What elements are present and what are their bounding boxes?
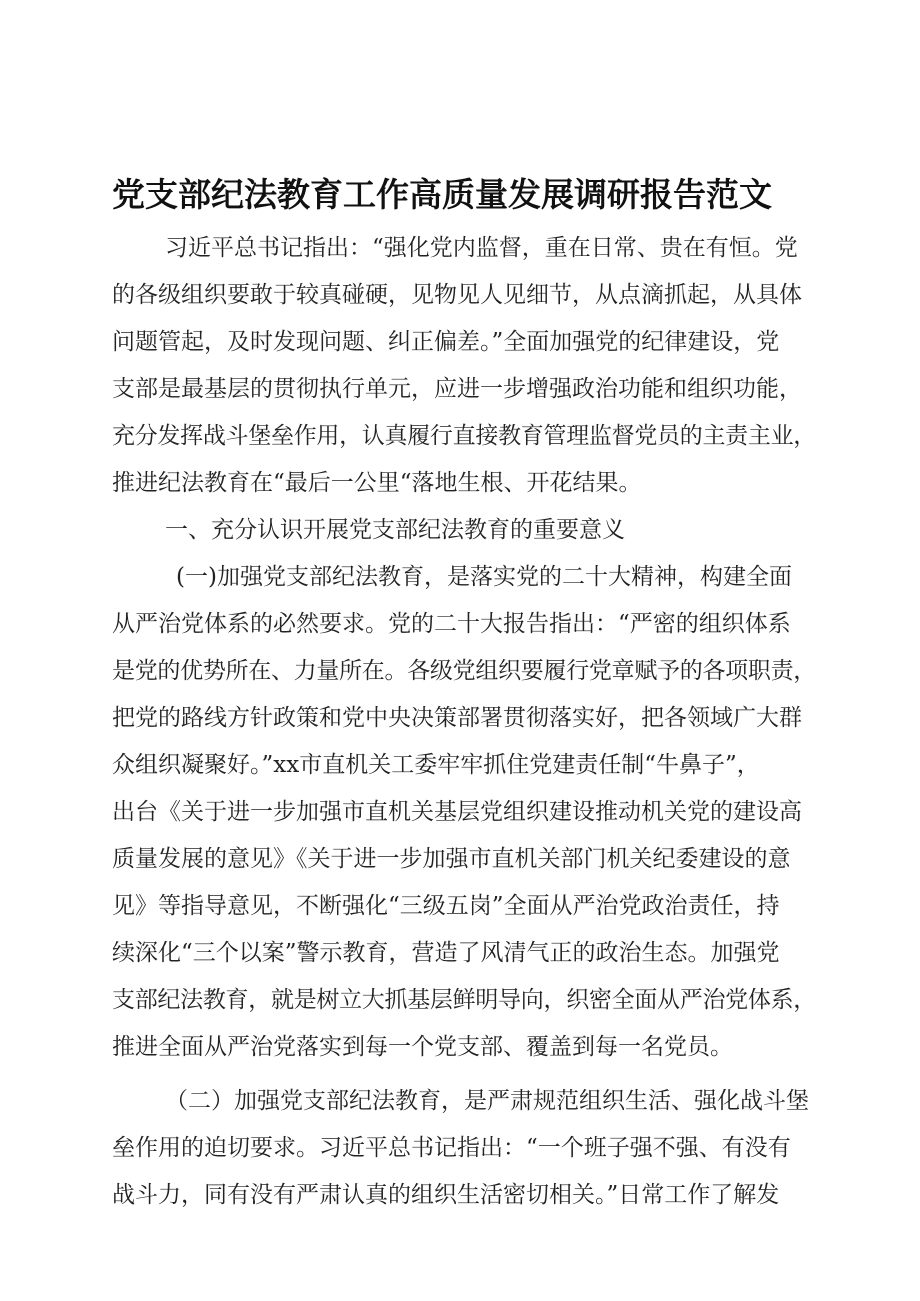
text-line: 推进全面从严治党落实到每一个党支部、覆盖到每一名党员。 [112,1034,733,1060]
text-line: 是党的优势所在、力量所在。各级党组织要履行党章赋予的各项职责， [112,658,817,684]
text-line: 支部纪法教育，就是树立大抓基层鲜明导向，织密全面从严治党体系， [112,987,817,1013]
text-line: 质量发展的意见》《关于进一步加强市直机关部门机关纪委建设的意 [112,846,791,872]
section-heading: 一、充分认识开展党支部纪法教育的重要意义 [165,517,625,543]
document-title: 党支部纪法教育工作高质量发展调研报告范文 [112,175,772,214]
text-line: 推进纪法教育在“最后一公里“落地生根、开花结果。 [112,470,642,496]
text-line: (一)加强党支部纪法教育，是落实党的二十大精神，构建全面 [176,564,792,590]
text-line: 支部是最基层的贯彻执行单元，应进一步增强政治功能和组织功能， [112,376,802,402]
text-line: 战斗力，同有没有严肃认真的组织生活密切相关。”日常工作了解发 [112,1182,780,1208]
text-line: 把党的路线方针政策和党中央决策部署贯彻落实好，把各领域广大群 [112,705,802,731]
text-line: 续深化“三个以案”警示教育，营造了风清气正的政治生态。加强党 [112,940,780,966]
text-line: 从严治党体系的必然要求。党的二十大报告指出：“严密的组织体系 [112,611,791,637]
text-line: 习近平总书记指出：“强化党内监督，重在日常、贵在有恒。党 [165,235,798,261]
text-line: 充分发挥战斗堡垒作用，认真履行直接教育管理监督党员的主责主业， [112,423,817,449]
text-line: 的各级组织要敢于较真碰硬，见物见人见细节，从点滴抓起，从具体 [112,282,802,308]
text-line: 垒作用的迫切要求。习近平总书记指出：“一个班子强不强、有没有 [112,1135,791,1161]
text-line: 众组织凝聚好。”xx市直机关工委牢牢抓住党建责任制“牛鼻子”， [112,752,760,778]
text-line: 出台《关于进一步加强市直机关基层党组织建设推动机关党的建设高 [112,799,802,825]
text-line: 见》等指导意见，不断强化“三级五岗”全面从严治党政治责任，持 [112,893,780,919]
text-line: 问题管起，及时发现问题、纠正偏差。”全面加强党的纪律建设，党 [112,329,780,355]
text-line: （二）加强党支部纪法教育，是严肃规范组织生活、强化战斗堡 [165,1088,809,1114]
